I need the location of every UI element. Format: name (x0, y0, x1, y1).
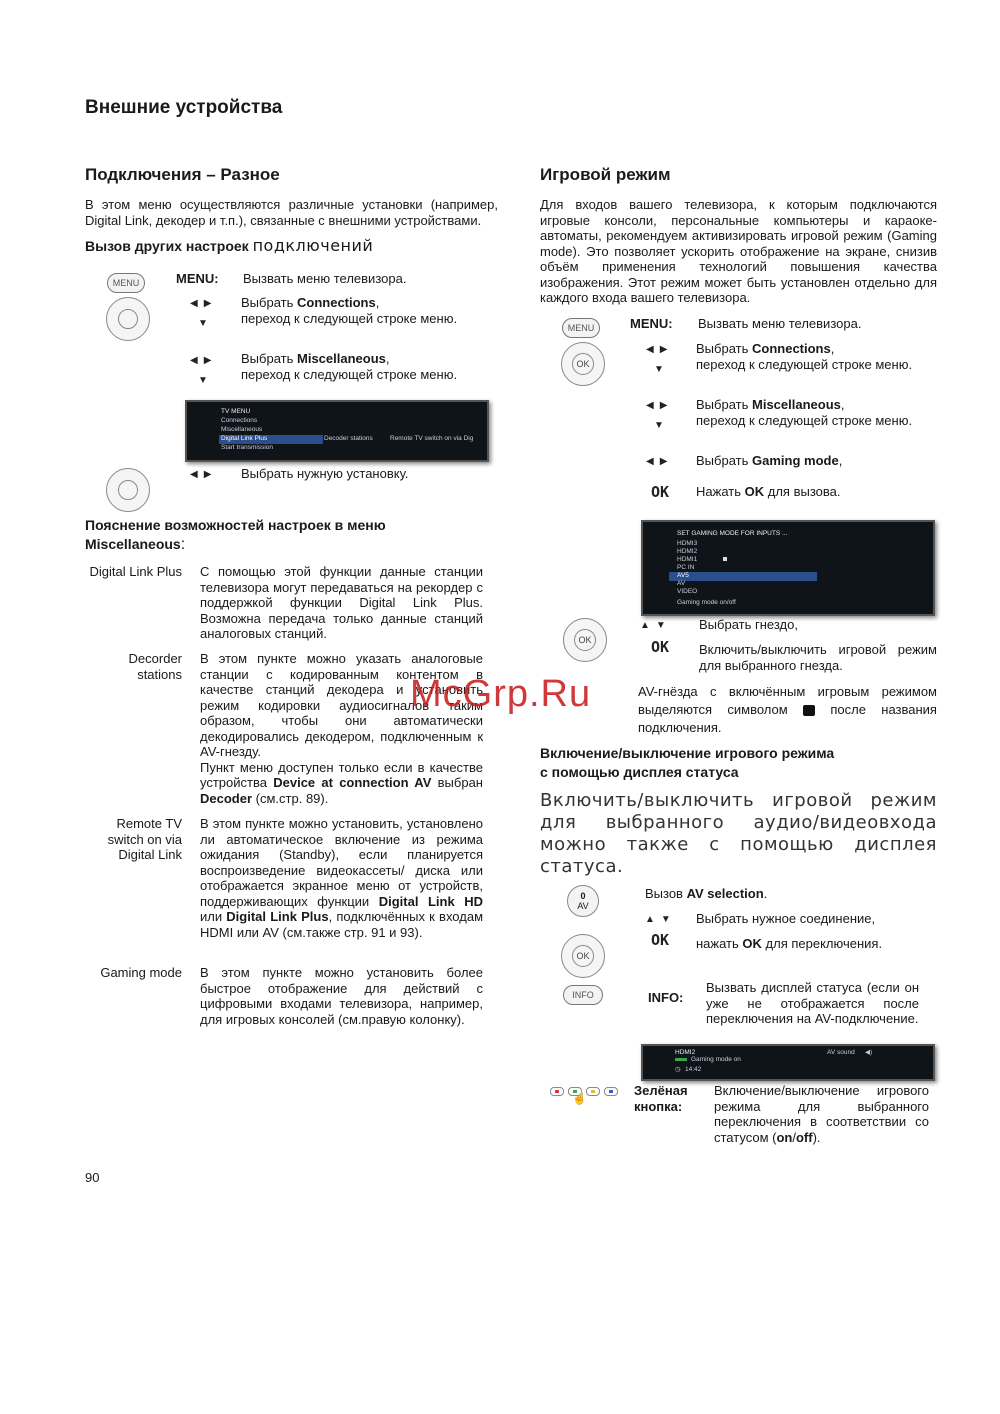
gaming-screen-item: AV (677, 580, 686, 587)
text-bold: Digital Link HD (378, 893, 483, 909)
navigation-ring-icon (106, 468, 150, 512)
toggle-text: Включить/выключить игровой режим для выбранного гнезда. (699, 642, 937, 673)
ok-key-icon: OK (651, 931, 670, 949)
option-text-digital-link-plus: С помощью этой функции данные станции телевизора могут передаваться на рекордер с поддержкой функции Digital Link Plus. Возможна передача только данные станций аналоговых станций. (200, 564, 483, 641)
text-bold: Device at connection AV (273, 775, 432, 790)
step-text: Выбрать (696, 341, 749, 356)
info-button-icon: INFO (563, 985, 603, 1005)
left-right-arrows-icon: ◀▶ (646, 344, 674, 355)
step-text: Выбрать (696, 453, 749, 468)
left-step-miscellaneous (241, 351, 465, 382)
gaming-screen-item: VIDEO (677, 588, 698, 595)
sub-heading-bold: Вызов других настроек (85, 238, 249, 254)
text-run: Вызов (645, 886, 683, 901)
option-label-remote-tv: Remote TV switch on via Digital Link (107, 816, 182, 862)
info-text: Вызвать дисплей статуса (если он уже не отображается после переключения на AV-подключение. (706, 980, 919, 1026)
navigation-ring-icon (106, 297, 150, 341)
text-bold: Digital Link Plus (226, 909, 329, 924)
option-label-digital-link-plus: Digital Link Plus (89, 564, 182, 579)
down-arrow-icon: ▼ (654, 364, 670, 375)
menu-button-icon: MENU (562, 318, 600, 338)
text-run: для переключения. (765, 936, 883, 951)
press-ok-text (696, 936, 882, 952)
pointer-hand-icon: ☝ (572, 1091, 587, 1105)
select-connection-text: Выбрать нужное соединение, (696, 911, 876, 926)
watermark: McGrp.Ru (410, 673, 592, 715)
ok-navigation-ring-icon (561, 342, 605, 386)
option-label-gaming-mode: Gaming mode (100, 965, 182, 980)
status-display-screenshot (641, 1044, 935, 1081)
tv-menu-item-selected: Digital Link Plus (219, 435, 323, 444)
text-run: выбран (437, 775, 483, 790)
down-arrow-icon: ▼ (654, 420, 670, 431)
text-run: после названия подключения. (638, 702, 937, 735)
explanation-heading-line1: Пояснение возможностей настроек в меню (85, 517, 386, 533)
menu-text: Вызвать меню телевизора. (698, 316, 862, 331)
tv-menu-column: Remote TV switch on via Dig (390, 435, 474, 442)
option-text-remote-tv (200, 816, 483, 940)
section-heading-gaming: Игровой режим (540, 165, 671, 184)
left-right-arrows-icon: ◀▶ (646, 400, 674, 411)
text-bold: on (776, 1129, 793, 1145)
step-punct: , (385, 351, 390, 366)
gaming-screen-item-selected: AV5 (669, 572, 817, 581)
left-right-arrows-icon: ◀▶ (646, 456, 674, 467)
status-intro-large: Включить/выключить игровой режим для выбранного аудио/видеовхода можно также с помощью дисплея статуса. (540, 790, 937, 877)
text-run: (см.стр. 89). (255, 790, 329, 806)
av-call-text: Вызов AV selection. (645, 886, 768, 901)
green-label-line2: кнопка: (634, 1098, 683, 1114)
option-paragraph: В этом пункте можно указать аналоговые станции с кодированным контентом в качестве станций декодера и установить режим кодировки аудиосигналов таким образом, чтобы они автоматически декодировались декодером, подключенным к AV-гнезду. (200, 651, 483, 759)
gaming-symbol-icon (723, 557, 727, 561)
status-heading (540, 744, 834, 782)
text-run: Нажать (696, 484, 741, 499)
gaming-screen-footer: Gaming mode on/off (677, 599, 736, 606)
text-run: AV-гнёзда с включённым игровым режимом выделяются символом (638, 684, 937, 717)
text-bold: OK (742, 936, 762, 951)
right-step-miscellaneous: Выбрать Miscellaneous, переход к следующей строке меню. (696, 397, 919, 428)
tv-menu-screenshot (185, 400, 489, 462)
intro-text: В этом меню осуществляются различные установки (например, Digital Link, декодер и т.п.), связанные с внешними устройствами. (85, 197, 498, 228)
gaming-mode-screenshot (641, 520, 935, 616)
green-button-text (714, 1083, 929, 1145)
step-select-setting: Выбрать нужную установку. (241, 466, 409, 481)
explanation-heading-colon: : (180, 536, 186, 553)
step-bold: Miscellaneous (297, 351, 386, 366)
option-text-gaming-mode: В этом пункте можно установить более быстрое отображение для действий с цифровыми входами телевизора, например, для игровых консолей (см.правую колонку). (200, 965, 483, 1027)
explanation-heading (85, 516, 386, 554)
sub-heading (85, 238, 373, 255)
status-time: 14:42 (685, 1066, 702, 1073)
av-key-top: 0 (580, 891, 586, 901)
explanation-heading-line2: Miscellaneous (85, 536, 181, 552)
tv-menu-item: Miscellaneous (221, 426, 263, 433)
gaming-screen-item: PC IN (677, 564, 695, 571)
left-right-arrows-icon: ◀▶ (190, 469, 218, 480)
status-gaming: Gaming mode on (691, 1056, 741, 1063)
ok-label: OK (572, 353, 594, 375)
text-run: , подключённых к входам HDMI или AV (см.также стр. 91 и 93). (200, 909, 484, 940)
gaming-screen-title: SET GAMING MODE FOR INPUTS ... (677, 530, 788, 537)
tv-menu-item: Connections (221, 417, 258, 424)
step-line2: переход к следующей строке меню. (241, 310, 458, 326)
left-right-arrows-icon: ◀▶ (190, 355, 218, 366)
step-text: Выбрать (696, 397, 749, 412)
text-bold: AV selection (686, 886, 764, 901)
step-punct: , (375, 295, 380, 310)
gaming-note (638, 683, 937, 737)
text-bold: Decoder (200, 790, 253, 806)
left-step-connections (241, 295, 465, 326)
select-socket-text: Выбрать гнездо, (699, 617, 798, 632)
text-run: ). (812, 1129, 821, 1145)
text-bold: OK (744, 484, 765, 499)
left-right-arrows-icon: ◀▶ (190, 298, 218, 309)
gaming-screen-item: HDMI3 (677, 540, 698, 547)
down-arrow-icon: ▼ (198, 375, 214, 386)
step-line2: переход к следующей строке меню. (696, 412, 913, 428)
step-bold: Connections (752, 341, 831, 356)
menu-label: MENU: (630, 316, 673, 331)
blue-button-icon (604, 1087, 618, 1096)
menu-text: Вызвать меню телевизора. (243, 271, 407, 286)
menu-label: MENU: (176, 271, 219, 286)
gaming-symbol-icon (803, 705, 815, 716)
status-heading-line1: Включение/выключение игрового режима (540, 745, 835, 761)
status-sound: AV sound (827, 1049, 855, 1056)
page-title: Внешние устройства (85, 97, 283, 118)
yellow-button-icon (586, 1087, 600, 1096)
clock-icon: ◷ (675, 1066, 681, 1073)
up-down-arrows-icon: ▲▼ (645, 914, 677, 925)
ok-key-icon: OK (651, 483, 670, 501)
ok-navigation-ring-icon (563, 618, 607, 662)
speaker-icon: ◀) (865, 1049, 873, 1056)
text-run: / (792, 1129, 796, 1145)
green-indicator-icon (675, 1058, 687, 1061)
option-label-decorder-stations: Decorder stations (128, 651, 182, 682)
down-arrow-icon: ▼ (198, 318, 214, 329)
step-bold: Connections (297, 295, 376, 310)
gaming-screen-item: HDMI1 (677, 556, 698, 563)
red-button-icon (550, 1087, 564, 1096)
av-key-bottom: AV (577, 901, 589, 911)
step-line2: переход к следующей строке меню. (241, 366, 458, 382)
right-step-connections: Выбрать Connections, переход к следующей строке меню. (696, 341, 919, 372)
status-heading-line2: с помощью дисплея статуса (540, 764, 739, 780)
section-heading-connections: Подключения – Разное (85, 165, 280, 184)
green-label-line1: Зелёная (634, 1083, 688, 1098)
page-number: 90 (85, 1170, 100, 1185)
status-input: HDMI2 (675, 1049, 696, 1056)
tv-menu-column: Decoder stations (324, 435, 373, 442)
tv-menu-title: TV MENU (221, 408, 251, 415)
step-line2: переход к следующей строке меню. (696, 356, 913, 372)
text-run: Пункт меню доступен только если в качестве устройства (200, 759, 483, 790)
text-run: или (200, 909, 223, 924)
step-bold: Miscellaneous (752, 397, 841, 412)
gaming-intro-text: Для входов вашего телевизора, к которым подключаются игровые консоли, персональные компьютеры и караоке-автоматы, рекомендуем активизировать игровой режим (Gaming mode). Это позволяет ускорить отображение на экране, снизив объём применения технологий повышения качества изображения. Этот режим может быть установлен отдельно для каждого входа вашего телевизора. (540, 197, 937, 305)
option-paragraph-2 (200, 760, 483, 807)
av-button-icon (567, 885, 599, 917)
step-text: Выбрать (241, 295, 294, 310)
text-bold: off (795, 1129, 813, 1145)
gaming-screen-item: HDMI2 (677, 548, 698, 555)
text-run: нажать (696, 936, 739, 951)
ok-label: OK (574, 629, 596, 651)
color-buttons-icon (550, 1085, 618, 1105)
text-run: В этом пункте можно установить, установлено ли автоматическое включение из режима ожидания (Standby), если планируется воспроизведение видеокассеты/ диска или отображается экранное меню от устройств, поддерживающих функции (200, 816, 483, 909)
ok-navigation-ring-icon (561, 934, 605, 978)
tv-menu-item: Start transmission (221, 444, 274, 451)
text-run: для вызова. (767, 484, 841, 499)
menu-button-icon: MENU (107, 273, 145, 293)
info-label: INFO: (648, 990, 684, 1005)
right-step-gaming-mode: Выбрать Gaming mode, (696, 453, 843, 468)
ok-key-icon: OK (651, 638, 670, 656)
step-text: Выбрать (241, 351, 294, 366)
step-bold: Gaming mode (752, 453, 839, 468)
sub-heading-light: подключений (252, 236, 374, 255)
up-down-arrows-icon: ▲▼ (640, 620, 672, 631)
green-button-label (634, 1083, 688, 1114)
ok-call-text (696, 484, 840, 500)
text-run: Включение/выключение игрового режима для выбранного переключения в соответствии со статусом ( (714, 1083, 929, 1145)
ok-label: OK (572, 945, 594, 967)
